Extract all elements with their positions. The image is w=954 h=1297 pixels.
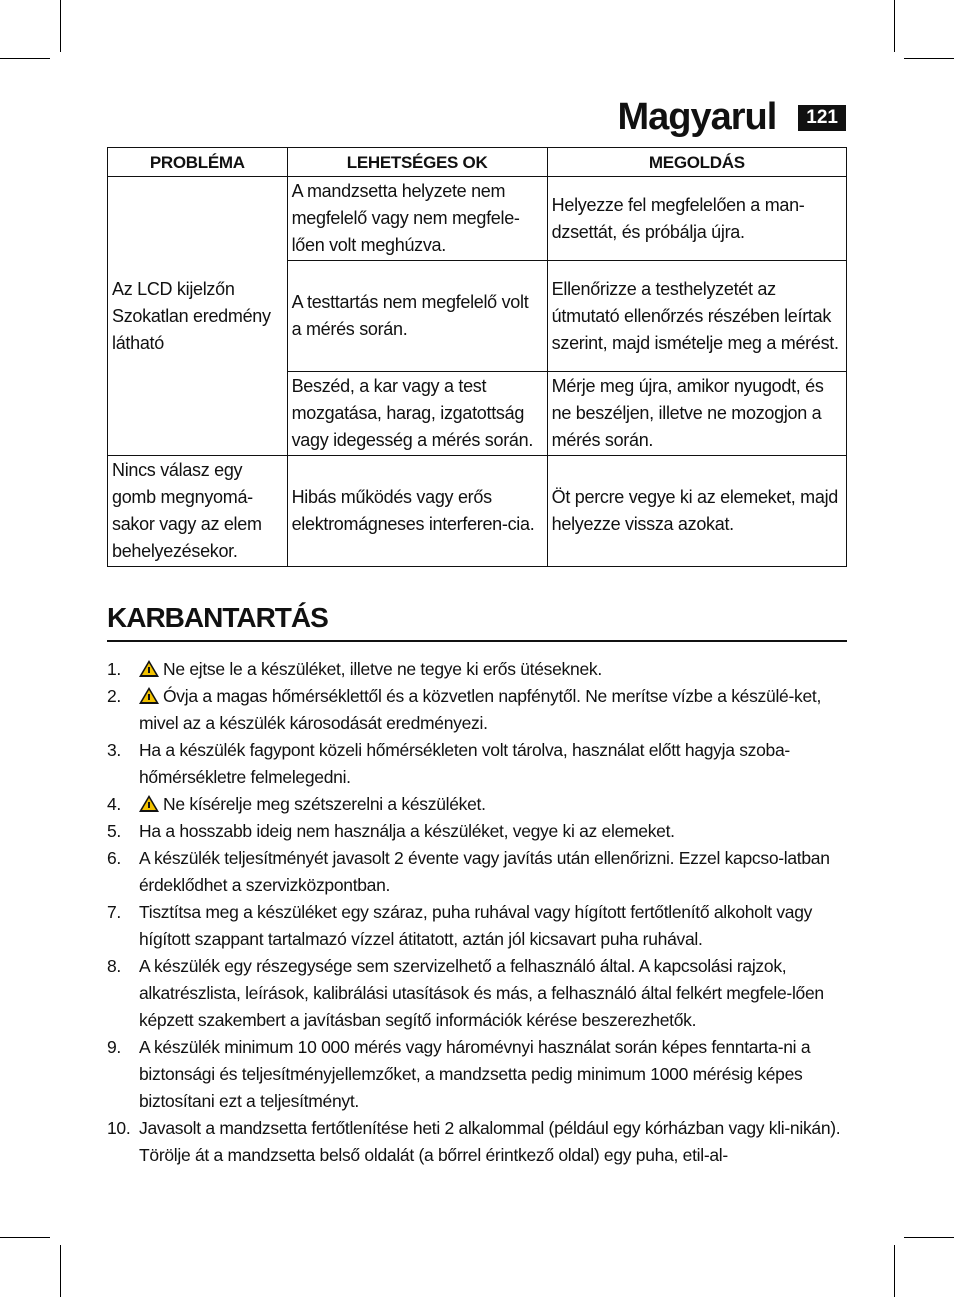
item-number: 8. [107,956,121,976]
page-number: 121 [798,105,846,131]
item-text: Ne kísérelje meg szétszerelni a készüléket. [163,794,486,814]
list-item [107,845,849,899]
item-number: 10. [107,1118,131,1138]
item-number: 9. [107,1037,121,1057]
section-title: KARBANTARTÁS [107,602,328,633]
cause-cell: Hibás működés vagy erős elektromágneses interferen-cia. [287,456,547,567]
cause-cell: A mandzsetta helyzete nem megfelelő vagy nem megfele-lően volt meghúzva. [287,177,547,261]
item-text: Javasolt a mandzsetta fertőtlenítése heti 2 alkalommal (például egy kórházban vagy kli-nikán). Törölje át a mandzsetta belső oldalát (a bőrrel érintkező oldal) egy puha, etil-al- [139,1118,841,1165]
crop-mark [904,58,954,59]
item-number: 6. [107,848,121,868]
warning-icon [139,687,159,704]
list-item [107,737,849,791]
crop-mark [894,0,895,52]
cause-cell: A testtartás nem megfelelő volt a mérés során. [287,261,547,372]
solution-cell: Helyezze fel megfelelően a man-dzsettát, és próbálja újra. [547,177,846,261]
item-text: A készülék minimum 10 000 mérés vagy háromévnyi használat során képes fenntarta-ni a biztonsági és teljesítményjellemzőket, a mandzsetta pedig minimum 1000 mérésig képes biztosítani ezt a teljesítményt. [139,1037,811,1111]
list-item [107,818,849,845]
list-item [107,656,849,683]
item-number: 2. [107,686,121,706]
list-item [107,791,849,818]
table-row [108,456,847,567]
maintenance-heading [107,602,847,642]
language-title: Magyarul [617,96,777,138]
item-text: Ha a hosszabb ideig nem használja a készüléket, vegye ki az elemeket. [139,821,675,841]
troubleshooting-table [107,147,847,567]
warning-icon [139,795,159,812]
crop-mark [894,1245,895,1297]
item-text: Ha a készülék fagypont közeli hőmérsékleten volt tárolva, használat előtt hagyja szoba-hőmérsékletre felmelegedni. [139,740,790,787]
list-item [107,953,849,1034]
cause-cell: Beszéd, a kar vagy a test mozgatása, harag, izgatottság vagy idegesség a mérés során. [287,372,547,456]
crop-mark [904,1237,954,1238]
crop-mark [60,0,61,52]
problem-cell: Az LCD kijelzőn Szokatlan eredmény látható [108,177,288,456]
solution-cell: Ellenőrizze a testhelyzetét az útmutató ellenőrzés részében leírtak szerint, majd ismételje meg a mérést. [547,261,846,372]
crop-mark [0,1237,50,1238]
item-text: Tisztítsa meg a készüléket egy száraz, puha ruhával vagy hígított fertőtlenítő alkoholt vagy hígított szappant tartalmazó vízzel átitatott, aztán jól kicsavart puha ruhával. [139,902,813,949]
table-row [108,177,847,261]
table-header-row [108,148,847,177]
crop-mark [60,1245,61,1297]
item-number: 3. [107,740,121,760]
list-item [107,683,849,737]
list-item [107,1034,849,1115]
solution-cell: Mérje meg újra, amikor nyugodt, és ne beszéljen, illetve ne mozogjon a mérés során. [547,372,846,456]
item-text: Óvja a magas hőmérséklettől és a közvetlen napfénytől. Ne merítse vízbe a készülé-ket, mivel az a készülék károsodását eredményezi. [139,686,821,733]
warning-icon [139,660,159,677]
item-number: 7. [107,902,121,922]
maintenance-list [107,656,849,1169]
column-header-cause: LEHETSÉGES OK [287,148,547,177]
list-item [107,899,849,953]
item-number: 1. [107,659,121,679]
item-number: 4. [107,794,121,814]
column-header-problem: PROBLÉMA [108,148,288,177]
item-text: A készülék egy részegysége sem szervizelhető a felhasználó által. A kapcsolási rajzok, alkatrészlista, leírások, kalibrálási utasítások és más, a felhasználó által felkért megfele-lően képzett szakembert a javításban segítő információk kérése beszerezhetők. [139,956,824,1030]
crop-mark [0,58,50,59]
item-text: A készülék teljesítményét javasolt 2 évente vagy javítás után ellenőrizni. Ezzel kapcso-latban érdeklődhet a szervizközpontban. [139,848,830,895]
solution-cell: Öt percre vegye ki az elemeket, majd helyezze vissza azokat. [547,456,846,567]
problem-cell: Nincs válasz egy gomb megnyomá-sakor vagy az elem behelyezésekor. [108,456,288,567]
page-header [617,96,846,139]
item-number: 5. [107,821,121,841]
column-header-solution: MEGOLDÁS [547,148,846,177]
list-item [107,1115,849,1169]
item-text: Ne ejtse le a készüléket, illetve ne tegye ki erős ütéseknek. [163,659,602,679]
